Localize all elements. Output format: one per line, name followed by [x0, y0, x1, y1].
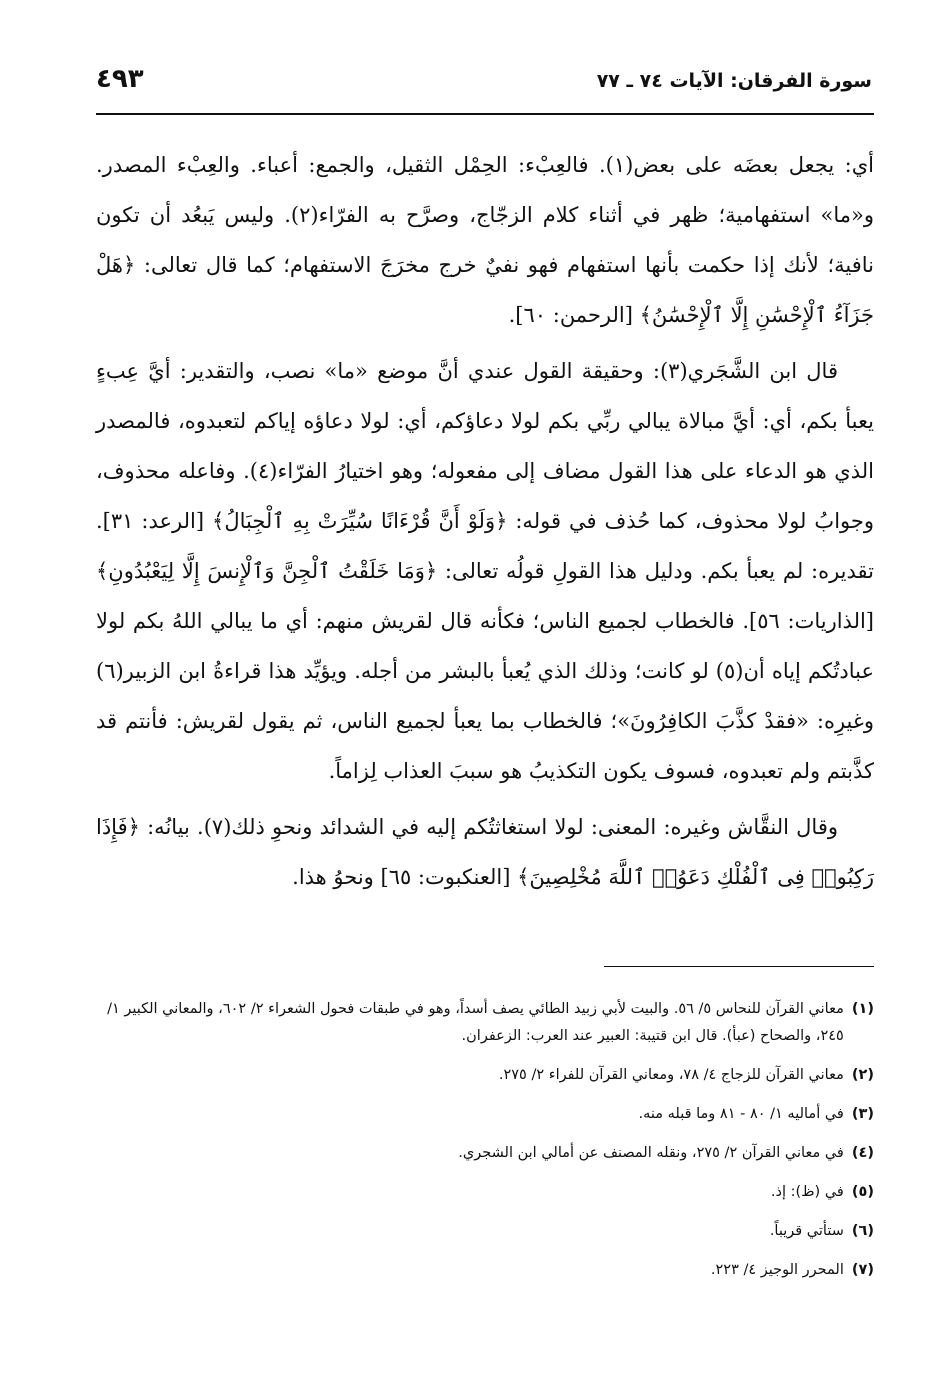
running-header: [96, 60, 872, 112]
main-text: [96, 140, 874, 908]
footnote-text: المحرر الوجيز ٤/ ٢٢٣.: [710, 1262, 844, 1278]
footnote-4: [96, 1140, 874, 1167]
running-header-title: سورة الفرقان: الآيات ٧٤ ـ ٧٧: [596, 70, 872, 92]
footnote-text: معاني القرآن للنحاس ٥/ ٥٦. والبيت لأبي زبيد الطائي يصف أسداً، وهو في طبقات فحول الشعراء ٢/ ٦٠٢، والمعاني الكبير ١/ ٢٤٥، والصحاح (عبأ). قال ابن قتيبة: العبير عند العرب: الزعفران.: [107, 1001, 844, 1044]
footnote-3: [96, 1101, 874, 1128]
footnote-text: في أماليه ١/ ٨٠ - ٨١ وما قبله منه.: [638, 1106, 844, 1122]
header-rule: [96, 113, 874, 115]
paragraph: وقال النقَّاش وغيره: المعنى: لولا استغاثتُكم إليه في الشدائد ونحوِ ذلك(٧). بيانُه: ﴿فَإِذَا رَكِبُوا۟ فِى ٱلْفُلْكِ دَعَوُا۟ ٱللَّهَ مُخْلِصِينَ﴾ [العنكبوت: ٦٥] ونحوُ هذا.: [96, 815, 874, 889]
footnote-1: [96, 996, 874, 1050]
footnote-number: (٢): [851, 1067, 874, 1083]
page-number: ٤٩٣: [96, 64, 144, 94]
footnote-number: (٧): [851, 1262, 874, 1278]
footnotes: [96, 996, 874, 1296]
footnote-number: (٣): [851, 1106, 874, 1122]
footnote-7: [96, 1257, 874, 1284]
paragraph: أي: يجعل بعضَه على بعض(١). فالعِبْء: الحِمْل الثقيل، والجمع: أعباء. والعِبْء المصدر. و«ما» استفهامية؛ ظهر في أثناء كلام الزجّاج، وصرَّح به الفرّاء(٢). وليس يَبعُد أن تكون نافية؛ لأنك إذا حكمت بأنها استفهام فهو نفيٌ خرج مخرَجَ الاستفهام؛ كما قال تعالى: ﴿هَلْ جَزَآءُ ٱلْإِحْسَٰنِ إِلَّا ٱلْإِحْسَٰنُ﴾ [الرحمن: ٦٠].: [96, 153, 874, 327]
footnote-text: معاني القرآن للزجاج ٤/ ٧٨، ومعاني القرآن للفراء ٢/ ٢٧٥.: [498, 1067, 844, 1083]
footnote-number: (٦): [851, 1223, 874, 1239]
footnote-5: [96, 1179, 874, 1206]
footnote-2: [96, 1062, 874, 1089]
footnote-number: (١): [851, 1001, 874, 1017]
footnote-text: في معاني القرآن ٢/ ٢٧٥، ونقله المصنف عن أمالي ابن الشجري.: [458, 1145, 844, 1161]
footnote-text: ستأتي قريباً.: [769, 1223, 844, 1239]
footnote-text: في (ظ): إذ.: [770, 1184, 844, 1200]
footnotes-rule: [604, 966, 874, 967]
paragraph: قال ابن الشَّجَري(٣): وحقيقة القول عندي أنَّ موضع «ما» نصب، والتقدير: أيَّ عِبءٍ يعبأ بكم، أي: أيَّ مبالاة يبالي ربِّي بكم لولا دعاؤكم، أي: لولا دعاؤه إياكم لتعبدوه، فالمصدر الذي هو الدعاء على هذا القول مضاف إلى مفعوله؛ وهو اختيارُ الفرّاء(٤). وفاعله محذوف، وجوابُ لولا محذوف، كما حُذف في قوله: ﴿وَلَوْ أَنَّ قُرْءَانًا سُيِّرَتْ بِهِ ٱلْجِبَالُ﴾ [الرعد: ٣١]. تقديره: لم يعبأ بكم. ودليل هذا القولِ قولُه تعالى: ﴿وَمَا خَلَقْتُ ٱلْجِنَّ وَٱلْإِنسَ إِلَّا لِيَعْبُدُونِ﴾ [الذاريات: ٥٦]. فالخطاب لجميع الناس؛ فكأنه قال لقريش منهم: أي ما يبالي اللهُ بكم لولا عبادتُكم إياه أن(٥) لو كانت؛ وذلك الذي يُعبأ بالبشر من أجله. ويؤيِّد هذا قراءةُ ابن الزبير(٦) وغيرِه: «فقدْ كذَّبَ الكافِرُونَ»؛ فالخطاب بما يعبأ لجميع الناس، ثم يقول لقريش: فأنتم قد كذَّبتم ولم تعبدوه، فسوف يكون التكذيبُ هو سببَ العذاب لِزاماً.: [96, 359, 875, 783]
footnote-number: (٥): [851, 1184, 874, 1200]
footnote-number: (٤): [851, 1145, 874, 1161]
footnote-6: [96, 1218, 874, 1245]
